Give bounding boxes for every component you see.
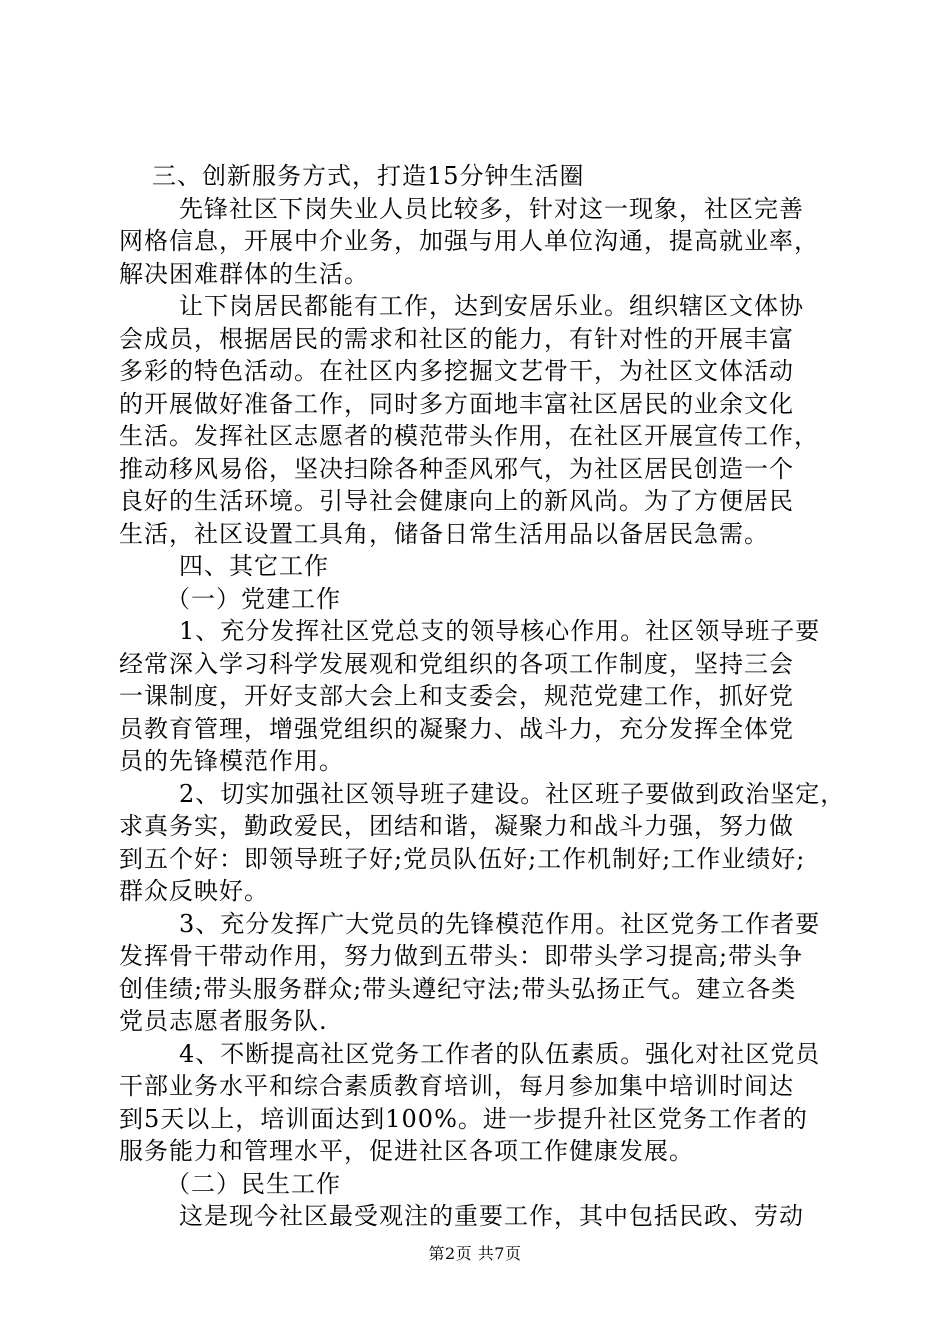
paragraph-line: 1、充分发挥社区党总支的领导核心作用。社区领导班子要 xyxy=(179,617,821,645)
section-heading-3: 三、创新服务方式，打造15分钟生活圈 xyxy=(152,162,585,190)
paragraph-line: 服务能力和管理水平，促进社区各项工作健康发展。 xyxy=(119,1137,694,1165)
paragraph-line: 员教育管理，增强党组织的凝聚力、战斗力，充分发挥全体党 xyxy=(119,715,794,743)
paragraph-line: 网格信息，开展中介业务，加强与用人单位沟通，提高就业率， xyxy=(119,227,819,255)
paragraph-line: 生活，社区设置工具角，储备日常生活用品以备居民急需。 xyxy=(119,520,769,548)
paragraph-line: 4、不断提高社区党务工作者的队伍素质。强化对社区党员 xyxy=(179,1040,821,1068)
paragraph-line: 推动移风易俗，坚决扫除各种歪风邪气，为社区居民创造一个 xyxy=(119,455,794,483)
paragraph-line: 3、充分发挥广大党员的先锋模范作用。社区党务工作者要 xyxy=(179,910,821,938)
paragraph-line: 员的先锋模范作用。 xyxy=(119,747,344,775)
paragraph-line: 干部业务水平和综合素质教育培训，每月参加集中培训时间达 xyxy=(119,1072,794,1100)
paragraph-line: 到五个好：即领导班子好;党员队伍好;工作机制好;工作业绩好; xyxy=(119,845,806,873)
paragraph-line: 群众反映好。 xyxy=(119,877,269,905)
paragraph-line: 生活。发挥社区志愿者的模范带头作用，在社区开展宣传工作， xyxy=(119,422,819,450)
paragraph-line: 党员志愿者服务队. xyxy=(119,1007,328,1035)
paragraph-line: 发挥骨干带动作用，努力做到五带头：即带头学习提高;带头争 xyxy=(119,942,804,970)
paragraph-line: 解决困难群体的生活。 xyxy=(119,260,369,288)
paragraph-line: 创佳绩;带头服务群众;带头遵纪守法;带头弘扬正气。建立各类 xyxy=(119,975,797,1003)
paragraph-line: 会成员，根据居民的需求和社区的能力，有针对性的开展丰富 xyxy=(119,325,794,353)
paragraph-line: 这是现今社区最受观注的重要工作，其中包括民政、劳动 xyxy=(179,1202,804,1230)
subsection-heading: （二）民生工作 xyxy=(166,1170,341,1198)
paragraph-line: 2、切实加强社区领导班子建设。社区班子要做到政治坚定， xyxy=(179,780,846,808)
paragraph-line: 到5天以上，培训面达到100%。进一步提升社区党务工作者的 xyxy=(119,1105,808,1133)
paragraph-line: 一课制度，开好支部大会上和支委会，规范党建工作，抓好党 xyxy=(119,682,794,710)
subsection-heading: （一）党建工作 xyxy=(166,585,341,613)
section-heading-4: 四、其它工作 xyxy=(179,552,329,580)
paragraph-line: 让下岗居民都能有工作，达到安居乐业。组织辖区文体协 xyxy=(179,292,804,320)
paragraph-line: 多彩的特色活动。在社区内多挖掘文艺骨干，为社区文体活动 xyxy=(119,357,794,385)
paragraph-line: 先锋社区下岗失业人员比较多，针对这一现象，社区完善 xyxy=(179,195,804,223)
page-footer: 第2页 共7页 xyxy=(428,1244,522,1263)
paragraph-line: 良好的生活环境。引导社会健康向上的新风尚。为了方便居民 xyxy=(119,487,794,515)
paragraph-line: 的开展做好准备工作，同时多方面地丰富社区居民的业余文化 xyxy=(119,390,794,418)
paragraph-line: 经常深入学习科学发展观和党组织的各项工作制度，坚持三会 xyxy=(119,650,794,678)
paragraph-line: 求真务实，勤政爱民，团结和谐，凝聚力和战斗力强，努力做 xyxy=(119,812,794,840)
